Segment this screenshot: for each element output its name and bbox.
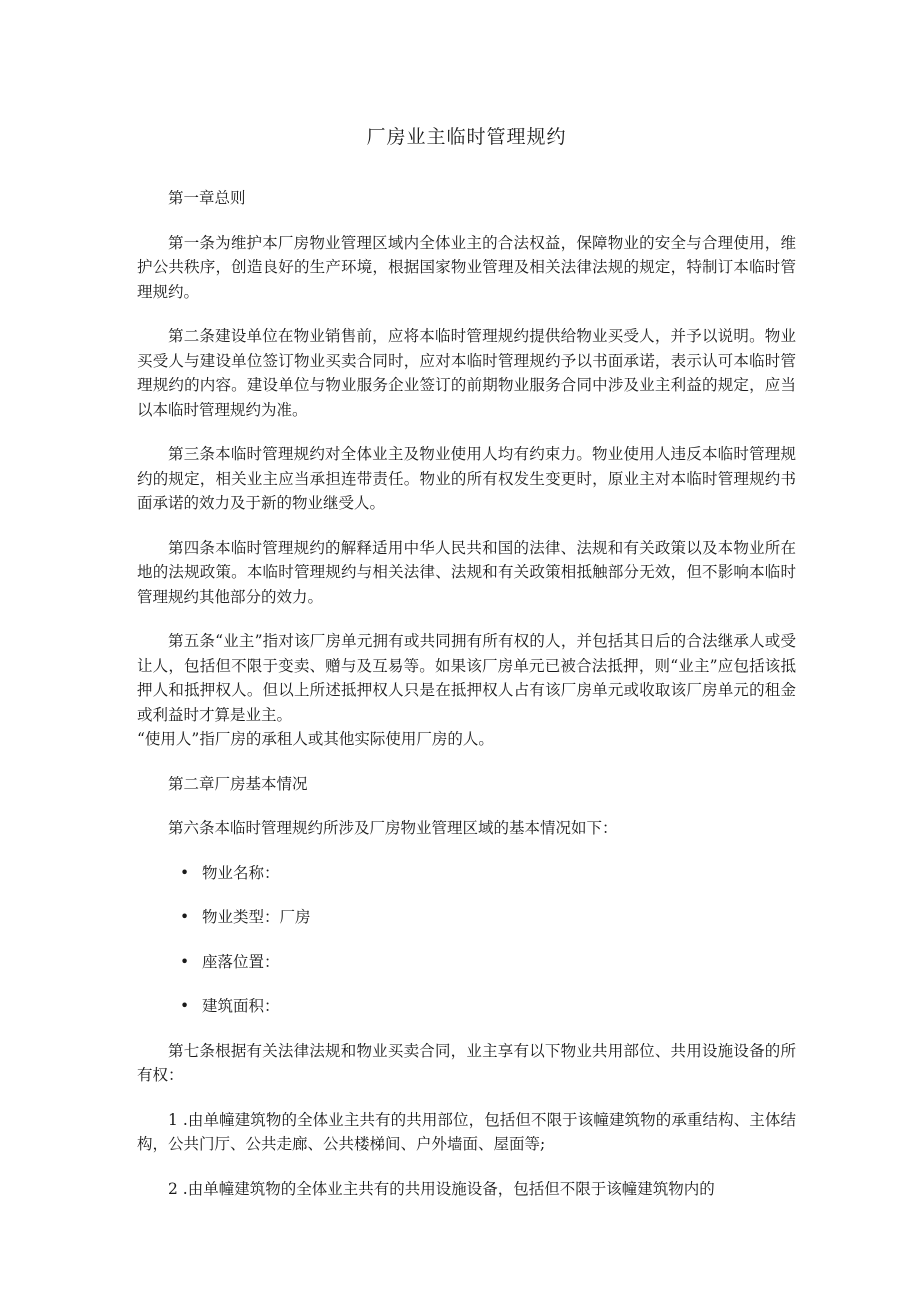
property-info-list xyxy=(137,861,796,1019)
list-item: • 座落位置： xyxy=(137,950,796,975)
chapter-1-heading: 第一章总则 xyxy=(168,189,246,207)
article-5: 第五条“业主”指对该厂房单元拥有或共同拥有所有权的人，并包括其日后的合法继承人或受让人，包括但不限于变卖、赠与及互易等。如果该厂房单元已被合法抵押，则“业主”应包括该抵押人和抵押权人。但以上所述抵押权人只是在抵押权人占有该厂房单元或收取该厂房单元的租金或利益时才算是业主。 xyxy=(137,632,796,724)
article-7-item-2: 2 .由单幢建筑物的全体业主共有的共用设施设备，包括但不限于该幢建筑物内的 xyxy=(168,1179,715,1198)
bullet-icon: • xyxy=(180,997,190,1015)
list-item: • 物业类型：厂房 xyxy=(137,905,796,930)
article-2: 第二条建设单位在物业销售前，应将本临时管理规约提供给物业买受人，并予以说明。物业买受人与建设单位签订物业买卖合同时，应对本临时管理规约予以书面承诺，表示认可本临时管理规约的内容。建设单位与物业服务企业签订的前期物业服务合同中涉及业主利益的规定，应当以本临时管理规约为准。 xyxy=(137,327,796,419)
article-4: 第四条本临时管理规约的解释适用中华人民共和国的法律、法规和有关政策以及本物业所在地的法规政策。本临时管理规约与相关法律、法规和有关政策相抵触部分无效，但不影响本临时管理规约其他部分的效力。 xyxy=(137,538,796,606)
chapter-2-heading: 第二章厂房基本情况 xyxy=(168,774,308,793)
list-item: • 物业名称： xyxy=(137,861,796,886)
bullet-icon: • xyxy=(180,952,190,971)
article-1: 第一条为维护本厂房物业管理区域内全体业主的合法权益，保障物业的安全与合理使用，维护公共秩序，创造良好的生产环境，根据国家物业管理及相关法律法规的规定，特制订本临时管理规约。 xyxy=(137,233,796,301)
article-7-item-1: 1 .由单幢建筑物的全体业主共有的共用部位，包括但不限于该幢建筑物的承重结构、主体结构，公共门厅、公共走廊、公共楼梯间、户外墙面、屋面等; xyxy=(137,1110,796,1153)
article-5-user-definition: “使用人”指厂房的承租人或其他实际使用厂房的人。 xyxy=(137,730,494,748)
document-title: 厂房业主临时管理规约 xyxy=(366,126,567,148)
article-7: 第七条根据有关法律法规和物业买卖合同，业主享有以下物业共用部位、共用设施设备的所有权： xyxy=(137,1041,796,1084)
bullet-icon: • xyxy=(180,908,190,926)
article-6: 第六条本临时管理规约所涉及厂房物业管理区域的基本情况如下： xyxy=(168,819,618,837)
bullet-icon: • xyxy=(180,863,190,882)
article-3: 第三条本临时管理规约对全体业主及物业使用人均有约束力。物业使用人违反本临时管理规约的规定，相关业主应当承担连带责任。物业的所有权发生变更时，原业主对本临时管理规约书面承诺的效力及于新的物业继受人。 xyxy=(137,445,796,512)
list-item: • 建筑面积： xyxy=(137,994,796,1019)
